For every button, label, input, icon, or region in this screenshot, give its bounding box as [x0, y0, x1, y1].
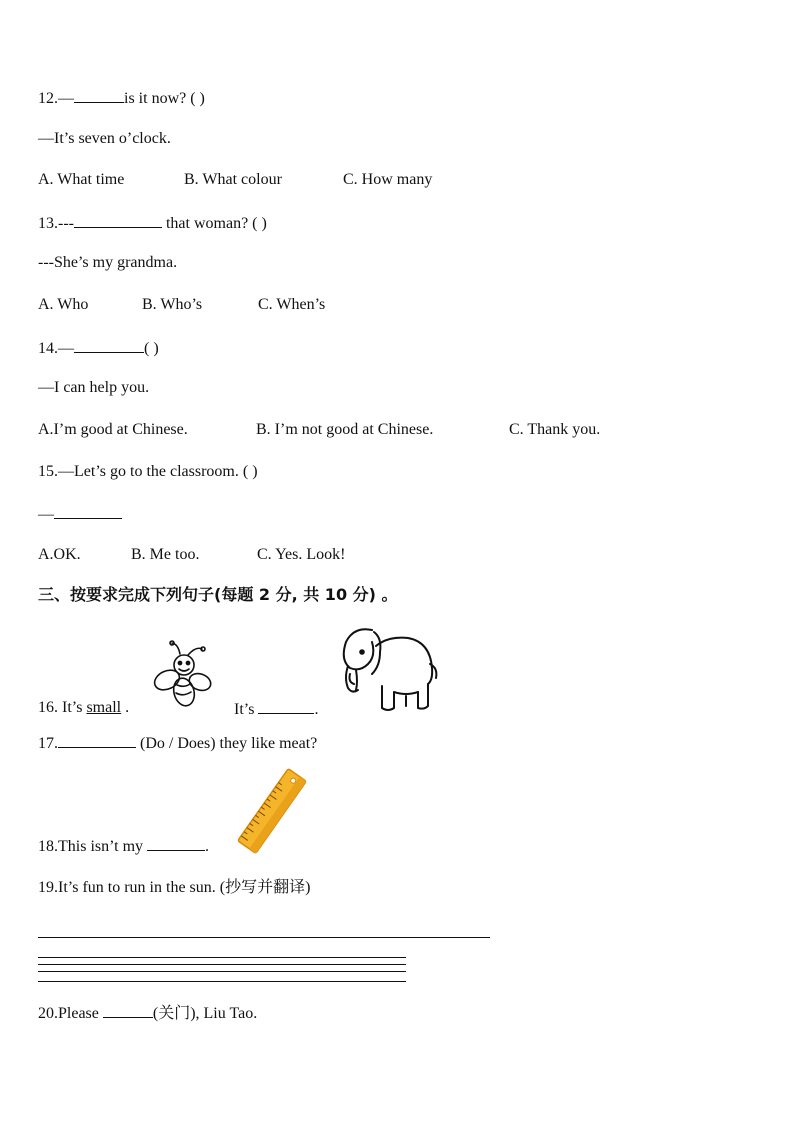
q13-option-b[interactable]: B. Who’s	[142, 296, 203, 313]
q12-option-a[interactable]: A. What time	[38, 171, 125, 188]
bee-icon	[150, 640, 214, 712]
q20-question: 20.Please (关门), Liu Tao.	[38, 1002, 257, 1024]
q16-blank[interactable]	[258, 698, 314, 714]
q16-question: 16. It’s small .	[38, 699, 130, 716]
q14-question: 14.— ( )	[38, 337, 159, 359]
q18-question: 18.This isn’t my .	[38, 835, 209, 857]
q19-writing-line-1[interactable]	[38, 957, 406, 958]
q15-question: 15.—Let’s go to the classroom. ( )	[38, 463, 258, 480]
q16-underlined-word: small	[86, 699, 122, 716]
q15-option-c[interactable]: C. Yes. Look!	[257, 546, 346, 563]
q13-answer: ---She’s my grandma.	[38, 254, 178, 271]
q12-blank[interactable]	[74, 87, 124, 103]
elephant-icon	[336, 622, 440, 714]
q14-blank[interactable]	[74, 337, 144, 353]
q13-blank[interactable]	[74, 212, 162, 228]
q15-blank[interactable]	[54, 503, 122, 519]
section-3-heading: 三、按要求完成下列句子(每题 2 分, 共 10 分) 。	[38, 585, 398, 604]
q14-option-a[interactable]: A.I’m good at Chinese.	[38, 421, 188, 438]
q17-question: 17. (Do / Does) they like meat?	[38, 732, 317, 754]
q19-copy-line[interactable]	[38, 937, 490, 938]
q13-question: 13.--- that woman? ( )	[38, 212, 267, 234]
q13-option-a[interactable]: A. Who	[38, 296, 89, 313]
q12-option-c[interactable]: C. How many	[343, 171, 433, 188]
q12-option-b[interactable]: B. What colour	[184, 171, 282, 188]
q12-answer: —It’s seven o’clock.	[38, 130, 171, 147]
q13-option-c[interactable]: C. When’s	[258, 296, 326, 313]
q12-question: 12.— is it now? ( )	[38, 87, 205, 109]
q20-blank[interactable]	[103, 1002, 153, 1018]
q19-writing-line-2[interactable]	[38, 964, 406, 965]
q15-option-b[interactable]: B. Me too.	[131, 546, 200, 563]
q18-blank[interactable]	[147, 835, 205, 851]
q15-answer-line: —	[38, 503, 122, 525]
q19-writing-line-3[interactable]	[38, 971, 406, 972]
q14-answer: —I can help you.	[38, 379, 150, 396]
q19-writing-line-4[interactable]	[38, 981, 406, 982]
q16-second-part: It’s .	[234, 698, 318, 720]
q17-blank[interactable]	[58, 732, 136, 748]
q19-question: 19.It’s fun to run in the sun. (抄写并翻译)	[38, 879, 311, 896]
q14-option-b[interactable]: B. I’m not good at Chinese.	[256, 421, 434, 438]
ruler-icon	[236, 770, 308, 852]
q15-option-a[interactable]: A.OK.	[38, 546, 81, 563]
q14-option-c[interactable]: C. Thank you.	[509, 421, 601, 438]
